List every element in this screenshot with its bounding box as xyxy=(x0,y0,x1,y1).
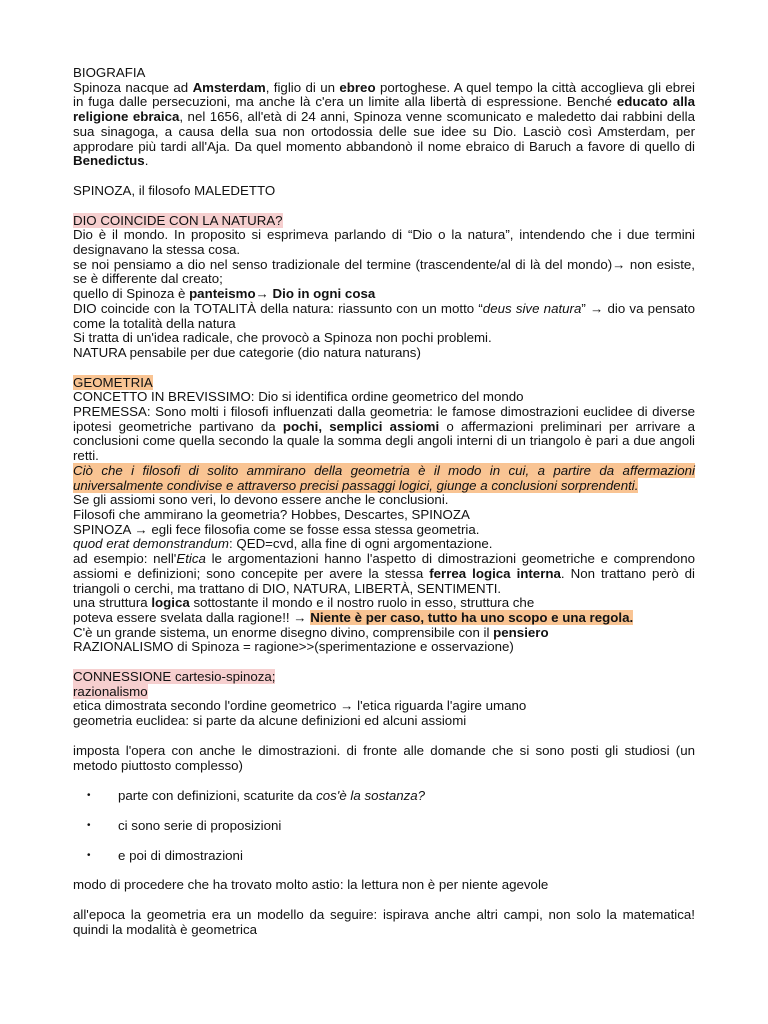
document-subtitle: SPINOZA, il filosofo MALEDETTO xyxy=(73,182,276,198)
list-item: • e poi di dimostrazioni xyxy=(87,847,243,863)
geometria-paragraph-1: CONCETTO IN BREVISSIMO: Dio si identifica ordine geometrico del mondo xyxy=(73,389,524,405)
geometria-paragraph-12: RAZIONALISMO di Spinoza = ragione>>(sperimentazione e osservazione) xyxy=(73,639,514,655)
dio-paragraph-3: quello di Spinoza è panteismo→ Dio in ogni cosa xyxy=(73,286,376,302)
geometria-paragraph-7: quod erat demonstrandum: QED=cvd, alla fine di ogni argomentazione. xyxy=(73,536,493,552)
biografia-paragraph: Spinoza nacque ad Amsterdam, figlio di un ebreo portoghese. A quel tempo la città accoglieva gli ebrei in fuga dalle persecuzioni, ma anche là c'era un limite alla libertà di espressione. Benché educato alla religione ebraica, nel 1656, all'età di 24 anni, Spinoza venne scomunicato e maledetto dai rabbini della sua sinagoga, a causa della sua non ortodossia delle sue idee su Dio. Lasciò così Amsterdam, per approdare più tardi all'Aja. Da quel momento abbandonò il nome ebraico di Baruch a favore di quello di Benedictus. xyxy=(73,79,695,169)
geometria-paragraph-10: poteva essere svelata dalla ragione!! → Niente è per caso, tutto ha uno scopo e una regola. xyxy=(73,609,634,625)
connessione-paragraph-3: imposta l'opera con anche le dimostrazioni. di fronte alle domande che si sono posti gli studiosi (un metodo piuttosto complesso) xyxy=(73,742,695,773)
connessione-subheading: razionalismo xyxy=(73,683,148,699)
geometria-heading: GEOMETRIA xyxy=(73,374,153,390)
dio-heading: DIO COINCIDE CON LA NATURA? xyxy=(73,212,283,228)
bullet-icon: • xyxy=(87,790,91,802)
geometria-paragraph-2: PREMESSA: Sono molti i filosofi influenzati dalla geometria: le famose dimostrazioni euclidee di diverse ipotesi geometriche partivano da pochi, semplici assiomi o affermazioni preliminari per arrivare a conclusioni come quella secondo la quale la somma degli angoli interni di un triangolo è pari a due angoli retti. xyxy=(73,404,695,464)
dio-paragraph-4: DIO coincide con la TOTALITÀ della natura: riassunto con un motto “deus sive natura” → dio va pensato come la totalità della natura xyxy=(73,300,695,331)
geometria-highlight-quote: Ciò che i filosofi di solito ammirano della geometria è il modo in cui, a partire da affermazioni universalmente condivise e attraverso precisi passaggi logici, giunge a conclusioni sorprendenti. xyxy=(73,462,695,493)
connessione-heading: CONNESSIONE cartesio-spinoza; xyxy=(73,669,276,685)
dio-paragraph-5: Si tratta di un'idea radicale, che provocò a Spinoza non pochi problemi. xyxy=(73,330,492,346)
geometria-paragraph-11: C'è un grande sistema, un enorme disegno divino, comprensibile con il pensiero xyxy=(73,624,549,640)
connessione-paragraph-2: geometria euclidea: si parte da alcune definizioni ed alcuni assiomi xyxy=(73,713,467,729)
bullet-icon: • xyxy=(87,819,91,831)
dio-paragraph-1: Dio è il mondo. In proposito si esprimeva parlando di “Dio o la natura”, intendendo che i due termini designavano la stessa cosa. xyxy=(73,227,695,258)
connessione-paragraph-5: all'epoca la geometria era un modello da seguire: ispirava anche altri campi, non solo la matematica! quindi la modalità è geometrica xyxy=(73,907,695,937)
geometria-paragraph-9: una struttura logica sottostante il mondo e il nostro ruolo in esso, struttura che xyxy=(73,595,535,611)
geometria-paragraph-8: ad esempio: nell'Etica le argomentazioni hanno l'aspetto di dimostrazioni geometriche e comprendono assiomi e definizioni; sono concepite per avere la stessa ferrea logica interna. Non trattano però di triangoli o cerchi, ma trattano di DIO, NATURA, LIBERTÀ, SENTIMENTI. xyxy=(73,551,695,596)
connessione-paragraph-1: etica dimostrata secondo l'ordine geometrico → l'etica riguarda l'agire umano xyxy=(73,698,527,714)
dio-paragraph-2: se noi pensiamo a dio nel senso tradizionale del termine (trascendente/al di là del mondo)→ non esiste, se è differente dal creato; xyxy=(73,256,695,287)
list-item: • ci sono serie di proposizioni xyxy=(87,817,282,833)
bullet-list xyxy=(73,789,695,863)
document-page xyxy=(73,66,695,937)
bullet-icon: • xyxy=(87,849,91,861)
geometria-paragraph-6: SPINOZA → egli fece filosofia come se fosse essa stessa geometria. xyxy=(73,521,480,537)
connessione-paragraph-4: modo di procedere che ha trovato molto astio: la lettura non è per niente agevole xyxy=(73,877,549,893)
biografia-heading: BIOGRAFIA xyxy=(73,65,146,80)
geometria-paragraph-4: Se gli assiomi sono veri, lo devono essere anche le conclusioni. xyxy=(73,492,449,508)
list-item: • parte con definizioni, scaturite da cos'è la sostanza? xyxy=(87,788,426,804)
dio-paragraph-6: NATURA pensabile per due categorie (dio natura naturans) xyxy=(73,344,421,360)
geometria-paragraph-5: Filosofi che ammirano la geometria? Hobbes, Descartes, SPINOZA xyxy=(73,506,470,522)
